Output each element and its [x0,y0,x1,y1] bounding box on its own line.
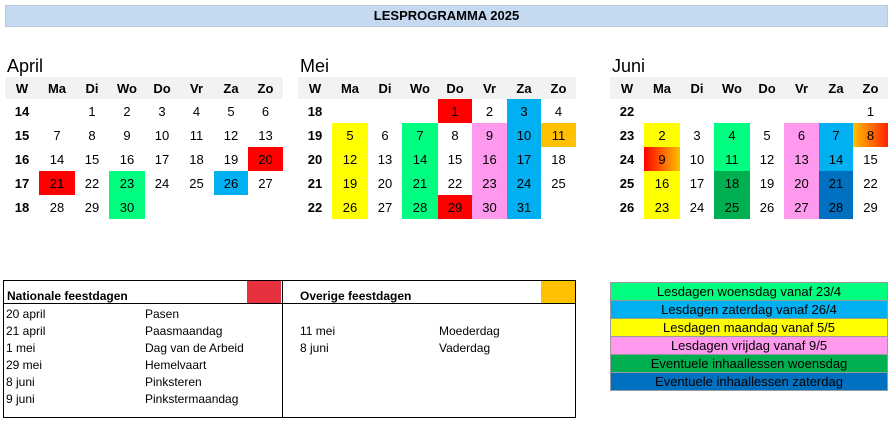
day-cell[interactable]: 25 [714,195,750,219]
week-number: 22 [619,103,635,119]
holiday-name: Vaderdag [439,341,491,355]
weekday-header: Di [75,77,109,99]
weekday-header: Vr [784,77,819,99]
day-cell[interactable]: 11 [714,147,750,171]
day-cell[interactable]: 3 [158,103,166,119]
color-legend [610,282,888,391]
day-cell[interactable]: 28 [402,195,438,219]
day-cell[interactable]: 16 [644,171,680,195]
week-number: 24 [619,151,635,167]
empty-cell [332,99,368,123]
day-cell[interactable]: 25 [189,175,204,191]
legend-item: Lesdagen woensdag vanaf 23/4 [610,282,888,301]
empty-cell [819,99,853,123]
day-cell[interactable]: 18 [189,151,204,167]
day-cell[interactable]: 16 [472,147,507,171]
week-row [610,147,888,171]
holiday-date: 8 juni [300,341,329,355]
day-cell[interactable]: 21 [819,171,853,195]
day-cell[interactable]: 4 [192,103,201,119]
day-cell[interactable]: 27 [784,195,819,219]
week-number: 18 [14,199,30,215]
day-cell[interactable]: 12 [223,127,239,143]
week-row [298,123,576,147]
page-title: LESPROGRAMMA 2025 [5,5,888,27]
week-number: 17 [14,175,30,191]
day-cell[interactable]: 7 [402,123,438,147]
day-cell[interactable]: 15 [863,151,878,167]
week-number: 14 [14,103,30,119]
holiday-name: Hemelvaart [145,358,207,372]
day-cell[interactable]: 1 [866,103,875,119]
day-cell[interactable]: 7 [53,127,61,143]
national-holidays-header: Nationale feestdagen [7,289,128,303]
week-row [5,147,283,171]
day-cell[interactable]: 15 [447,151,463,167]
other-holidays-header: Overige feestdagen [300,289,412,303]
week-number: 18 [307,103,323,119]
day-cell[interactable]: 29 [84,199,100,215]
day-cell[interactable]: 29 [438,195,472,219]
national-color-swatch [247,281,281,303]
day-cell[interactable]: 13 [258,127,273,143]
day-cell[interactable]: 13 [377,151,393,167]
month-name: Juni [612,56,646,76]
weekday-header: Di [368,77,402,99]
day-cell[interactable]: 6 [381,127,389,143]
week-row [5,99,283,123]
day-cell[interactable]: 31 [507,195,541,219]
day-cell[interactable]: 18 [714,171,750,195]
day-cell[interactable]: 24 [154,175,170,191]
empty-cell [214,195,248,219]
holiday-date: 9 juni [6,392,35,406]
week-row [298,147,576,171]
day-cell[interactable]: 15 [84,151,100,167]
week-row [5,123,283,147]
weekday-header: Za [214,77,248,99]
weekday-header: Di [680,77,714,99]
day-cell[interactable]: 10 [154,127,170,143]
day-cell[interactable]: 6 [784,123,819,147]
day-cell[interactable]: 23 [109,171,145,195]
legend-item: Lesdagen zaterdag vanaf 26/4 [610,301,888,319]
day-cell[interactable]: 4 [714,123,750,147]
weekday-header: W [610,77,644,99]
divider [4,303,575,304]
week-row [5,171,283,195]
holiday-date: 21 april [6,324,46,338]
month-name: Mei [300,56,330,76]
day-cell[interactable]: 20 [377,175,393,191]
week-row [610,171,888,195]
day-cell[interactable]: 14 [49,151,65,167]
day-cell[interactable]: 14 [402,147,438,171]
day-cell[interactable]: 16 [119,151,135,167]
day-cell[interactable]: 27 [377,199,393,215]
day-cell[interactable]: 11 [541,123,576,147]
holiday-name: Pinksteren [145,375,202,389]
day-cell[interactable]: 1 [88,103,96,119]
day-cell[interactable]: 21 [39,171,75,195]
empty-cell [784,99,819,123]
day-cell[interactable]: 22 [863,175,878,191]
empty-cell [541,195,576,219]
weekday-header: Vr [179,77,214,99]
day-cell[interactable]: 29 [863,199,878,215]
weekday-header: Do [438,77,472,99]
month-mei [298,55,576,219]
week-number: 23 [619,127,635,143]
divider [282,281,283,417]
weekday-header: W [298,77,332,99]
day-cell[interactable]: 12 [759,151,775,167]
holiday-date: 1 mei [6,341,36,355]
day-cell[interactable]: 27 [258,175,273,191]
weekday-header-row [298,77,576,99]
day-cell[interactable]: 19 [223,151,239,167]
holiday-name: Dag van de Arbeid [145,341,244,355]
day-cell[interactable]: 5 [763,127,771,143]
day-cell[interactable]: 26 [332,195,368,219]
week-row [298,171,576,195]
holiday-name: Pinkstermaandag [145,392,239,406]
day-cell[interactable]: 21 [402,171,438,195]
holiday-name: Pasen [145,307,180,321]
legend-item: Eventuele inhaallessen zaterdag [610,373,888,391]
day-cell[interactable]: 14 [819,147,853,171]
day-cell[interactable]: 8 [88,127,96,143]
weekday-header: Wo [714,77,750,99]
week-number: 16 [14,151,30,167]
weekday-header: Zo [248,77,283,99]
empty-cell [402,99,438,123]
day-cell[interactable]: 30 [472,195,507,219]
day-cell[interactable]: 4 [554,103,563,119]
day-cell[interactable]: 3 [507,99,541,123]
day-cell[interactable]: 26 [759,199,775,215]
day-cell[interactable]: 7 [819,123,853,147]
weekday-header: Wo [402,77,438,99]
legend-item: Lesdagen maandag vanaf 5/5 [610,319,888,337]
weekday-header: Zo [541,77,576,99]
empty-cell [39,99,75,123]
week-row [610,123,888,147]
weekday-header-row [5,77,283,99]
holiday-date: 20 april [6,307,46,321]
day-cell[interactable]: 28 [49,199,65,215]
weekday-header: Zo [853,77,888,99]
day-cell[interactable]: 23 [472,171,507,195]
day-cell[interactable]: 2 [123,103,131,119]
weekday-header: Ma [332,77,368,99]
weekday-header: Wo [109,77,145,99]
week-number: 20 [307,151,323,167]
day-cell[interactable]: 17 [154,151,170,167]
day-cell[interactable]: 2 [485,103,494,119]
day-cell[interactable]: 5 [227,103,235,119]
day-cell[interactable]: 9 [644,147,680,171]
weekday-header: Vr [472,77,507,99]
day-cell[interactable]: 9 [472,123,507,147]
day-cell[interactable]: 5 [332,123,368,147]
empty-cell [179,195,214,219]
empty-cell [368,99,402,123]
day-cell[interactable]: 12 [332,147,368,171]
week-number: 22 [307,199,323,215]
day-cell[interactable]: 22 [84,175,100,191]
month-april [5,55,283,219]
weekday-header: Za [507,77,541,99]
day-cell[interactable]: 20 [784,171,819,195]
week-row [298,195,576,219]
calendar-table [610,77,888,219]
day-cell[interactable]: 26 [214,171,248,195]
weekday-header: W [5,77,39,99]
week-number: 21 [307,175,323,191]
legend-item: Lesdagen vrijdag vanaf 9/5 [610,337,888,355]
empty-cell [750,99,784,123]
day-cell[interactable]: 17 [507,147,541,171]
day-cell[interactable]: 9 [123,127,131,143]
weekday-header: Do [145,77,179,99]
weekday-header: Ma [644,77,680,99]
day-cell[interactable]: 13 [784,147,819,171]
calendar-table [298,77,576,219]
day-cell[interactable]: 8 [853,123,888,147]
day-cell[interactable]: 10 [507,123,541,147]
day-cell[interactable]: 30 [109,195,145,219]
day-cell[interactable]: 1 [438,99,472,123]
day-cell[interactable]: 23 [644,195,680,219]
holidays-box [3,280,576,418]
day-cell[interactable]: 2 [644,123,680,147]
month-name: April [7,56,44,76]
week-row [610,99,888,123]
day-cell[interactable]: 24 [689,199,705,215]
week-number: 25 [619,175,635,191]
week-number: 26 [619,199,635,215]
empty-cell [680,99,714,123]
weekday-header-row [610,77,888,99]
day-cell[interactable]: 11 [189,127,204,143]
day-cell[interactable]: 17 [689,175,705,191]
week-row [610,195,888,219]
day-cell[interactable]: 3 [693,127,701,143]
empty-cell [248,195,283,219]
day-cell[interactable]: 19 [332,171,368,195]
empty-cell [644,99,680,123]
holiday-name: Paasmaandag [145,324,223,338]
week-row [298,99,576,123]
week-row [5,195,283,219]
weekday-header: Za [819,77,853,99]
other-color-swatch [541,281,575,303]
day-cell[interactable]: 6 [261,103,270,119]
empty-cell [714,99,750,123]
day-cell[interactable]: 28 [819,195,853,219]
legend-item: Eventuele inhaallessen woensdag [610,355,888,373]
month-juni [610,55,888,219]
holiday-date: 8 juni [6,375,35,389]
holiday-name: Moederdag [439,324,500,338]
day-cell[interactable]: 19 [759,175,775,191]
day-cell[interactable]: 18 [551,151,566,167]
holiday-date: 29 mei [6,358,43,372]
day-cell[interactable]: 24 [507,171,541,195]
day-cell[interactable]: 8 [451,127,459,143]
week-number: 19 [307,127,323,143]
empty-cell [145,195,179,219]
day-cell[interactable]: 20 [248,147,283,171]
weekday-header: Do [750,77,784,99]
holiday-date: 11 mei [300,324,336,338]
weekday-header: Ma [39,77,75,99]
calendar-table [5,77,283,219]
day-cell[interactable]: 25 [551,175,566,191]
day-cell[interactable]: 10 [689,151,705,167]
week-number: 15 [14,127,30,143]
day-cell[interactable]: 22 [447,175,463,191]
